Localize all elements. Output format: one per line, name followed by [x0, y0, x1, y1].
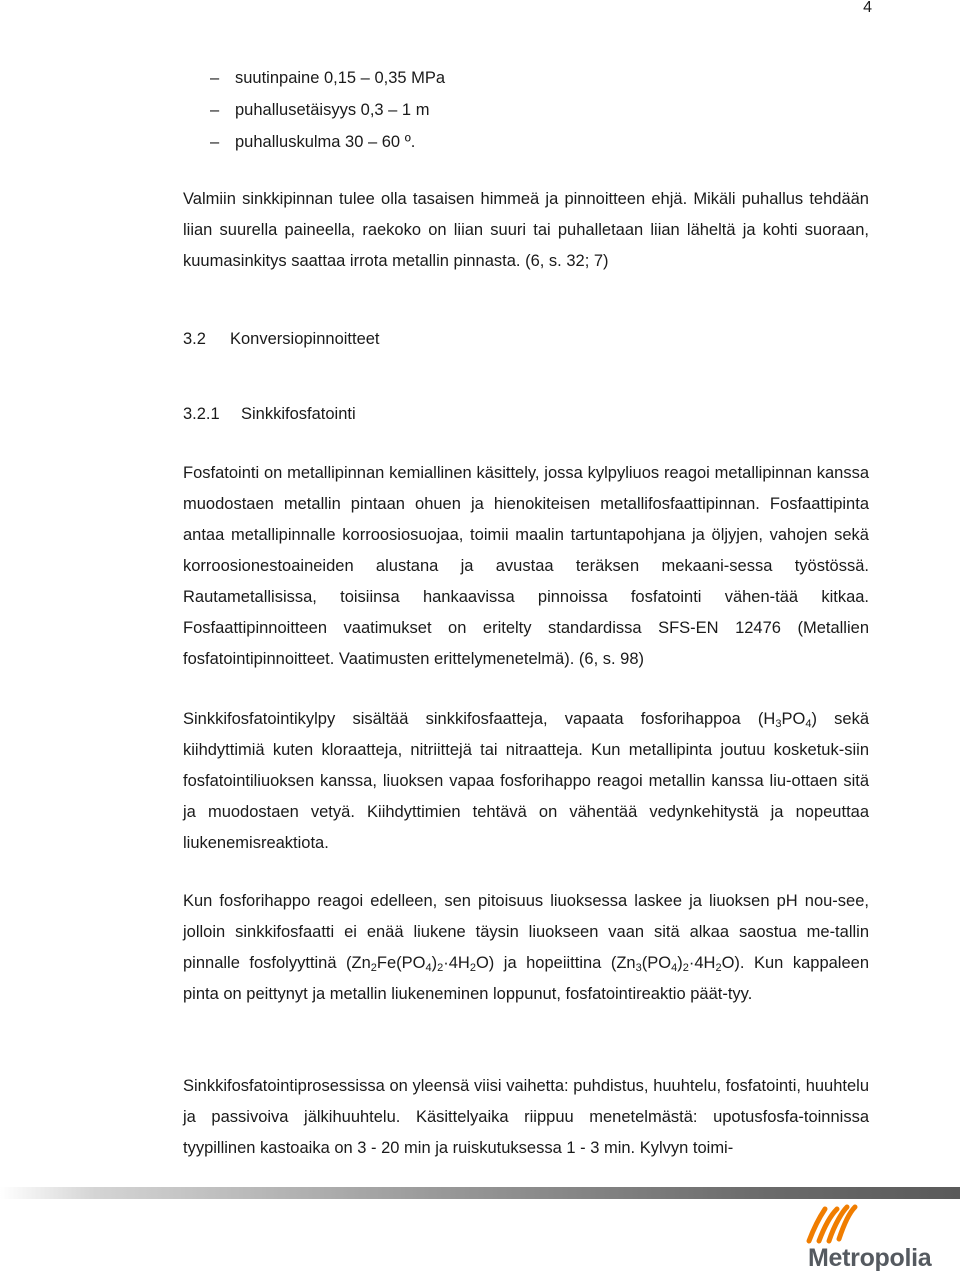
subscript: 4	[671, 962, 678, 974]
paragraph-sinkkipinta: Valmiin sinkkipinnan tulee olla tasaisen himmeä ja pinnoitteen ehjä. Mikäli puhallus tehdään liian suurella paineella, raekoko on liian suuri tai puhalletaan liian läheltä ja kohti suoraan, kuumasinkitys saattaa irrota metallin pinnasta. (6, s. 32; 7)	[183, 190, 869, 270]
dash-bullet: –	[210, 101, 220, 119]
page-number: 4	[863, 0, 872, 16]
subscript: 2	[437, 962, 444, 974]
section-title: Konversiopinnoitteet	[230, 330, 380, 348]
text-run: Kun fosforihappo reagoi edelleen, sen pitoisuus liuoksessa laskee ja liuoksen pH nou-see, jolloin sinkkifosfaatti ei enää liukene täysin liuokseen vaan sitä alkaa saostua me-tallin pinnalle fosfolyyttinä (Zn	[183, 892, 869, 972]
section-number: 3.2	[183, 330, 206, 348]
subscript: 2	[715, 962, 722, 974]
paragraph-saostuminen	[183, 886, 869, 1010]
subscript: 2	[370, 962, 377, 974]
text-run: ·4H	[688, 954, 716, 972]
text-run: O). Kun kappaleen pinta on peittynyt ja metallin liukeneminen loppunut, fosfatointireaktio päät-tyy.	[183, 954, 869, 1003]
subscript: 4	[805, 718, 812, 730]
bullet-list	[210, 62, 890, 158]
paragraph-prosessi: Sinkkifosfatointiprosessissa on yleensä viisi vaihetta: puhdistus, huuhtelu, fosfatointi, huuhtelu ja passivoiva jälkihuuhtelu. Käsittelyaika riippuu menetelmästä: upotusfosfa-toinnissa tyypillinen kastoaika on 3 - 20 min ja ruiskutuksessa 1 - 3 min. Kylvyn toimi-	[183, 1077, 869, 1157]
text-run: Sinkkifosfatointikylpy sisältää sinkkifosfaatteja, vapaata fosforihappoa (H	[183, 710, 776, 728]
paragraph-kylpy	[183, 704, 869, 859]
list-item	[210, 126, 890, 158]
list-item	[210, 62, 890, 94]
list-item-text: puhalluskulma 30 – 60 º.	[235, 133, 416, 151]
subscript: 3	[775, 718, 782, 730]
text-run: ·4H	[443, 954, 470, 972]
subscript: 2	[682, 962, 689, 974]
subscript: 2	[469, 962, 476, 974]
list-item	[210, 94, 890, 126]
dash-bullet: –	[210, 69, 220, 87]
subsection-number: 3.2.1	[183, 405, 220, 423]
dash-bullet: –	[210, 133, 220, 151]
footer-divider	[0, 1187, 960, 1199]
subscript: 3	[635, 962, 642, 974]
subscript: 4	[425, 962, 432, 974]
section-heading	[183, 324, 380, 355]
text-run: ) sekä kiihdyttimiä kuten kloraatteja, nitriittejä tai nitraatteja. Kun metallipinta joutuu kosketuk-siin fosfatointiliuoksen kanssa, liuoksen vapaa fosforihappo reagoi metallin kanssa liu-ottaen sitä ja muodostaen vetyä. Kiihdyttimien tehtävä on vähentää vedynkehitystä ja nopeuttaa liukenemisreaktiota.	[183, 710, 869, 852]
subsection-title: Sinkkifosfatointi	[241, 405, 356, 423]
text-run: )	[677, 954, 683, 972]
text-run: Fe(PO	[376, 954, 426, 972]
list-item-text: puhallusetäisyys 0,3 – 1 m	[235, 101, 430, 119]
text-run: )	[431, 954, 438, 972]
logo-wordmark: Metropolia	[808, 1244, 932, 1272]
text-run: PO	[781, 710, 806, 728]
list-item-text: suutinpaine 0,15 – 0,35 MPa	[235, 69, 446, 87]
paragraph-fosfatointi: Fosfatointi on metallipinnan kemiallinen käsittely, jossa kylpyliuos reagoi metallipinnan kanssa muodostaen metallin pintaan ohuen ja hienokiteisen metallifosfaattipinnan. Fosfaattipinta antaa metallipinnalle korroosiosuojaa, toimii maalin tartuntapohjana ja öljyjen, vahojen sekä korroosionestoaineiden alustana ja avustaa teräksen mekaani-sessa työstössä. Rautametallisissa, toisiinsa hankaavissa pinnoissa fosfatointi vähen-tää kitkaa. Fosfaattipinnoitteen vaatimukset on eritelty standardissa SFS-EN 12476 (Metallien fosfatointipinnoitteet. Vaatimusten erittelymenetelmä). (6, s. 98)	[183, 464, 869, 668]
text-run: O) ja hopeiittina (Zn	[475, 954, 636, 972]
subsection-heading	[183, 399, 356, 430]
text-run: (PO	[641, 954, 672, 972]
